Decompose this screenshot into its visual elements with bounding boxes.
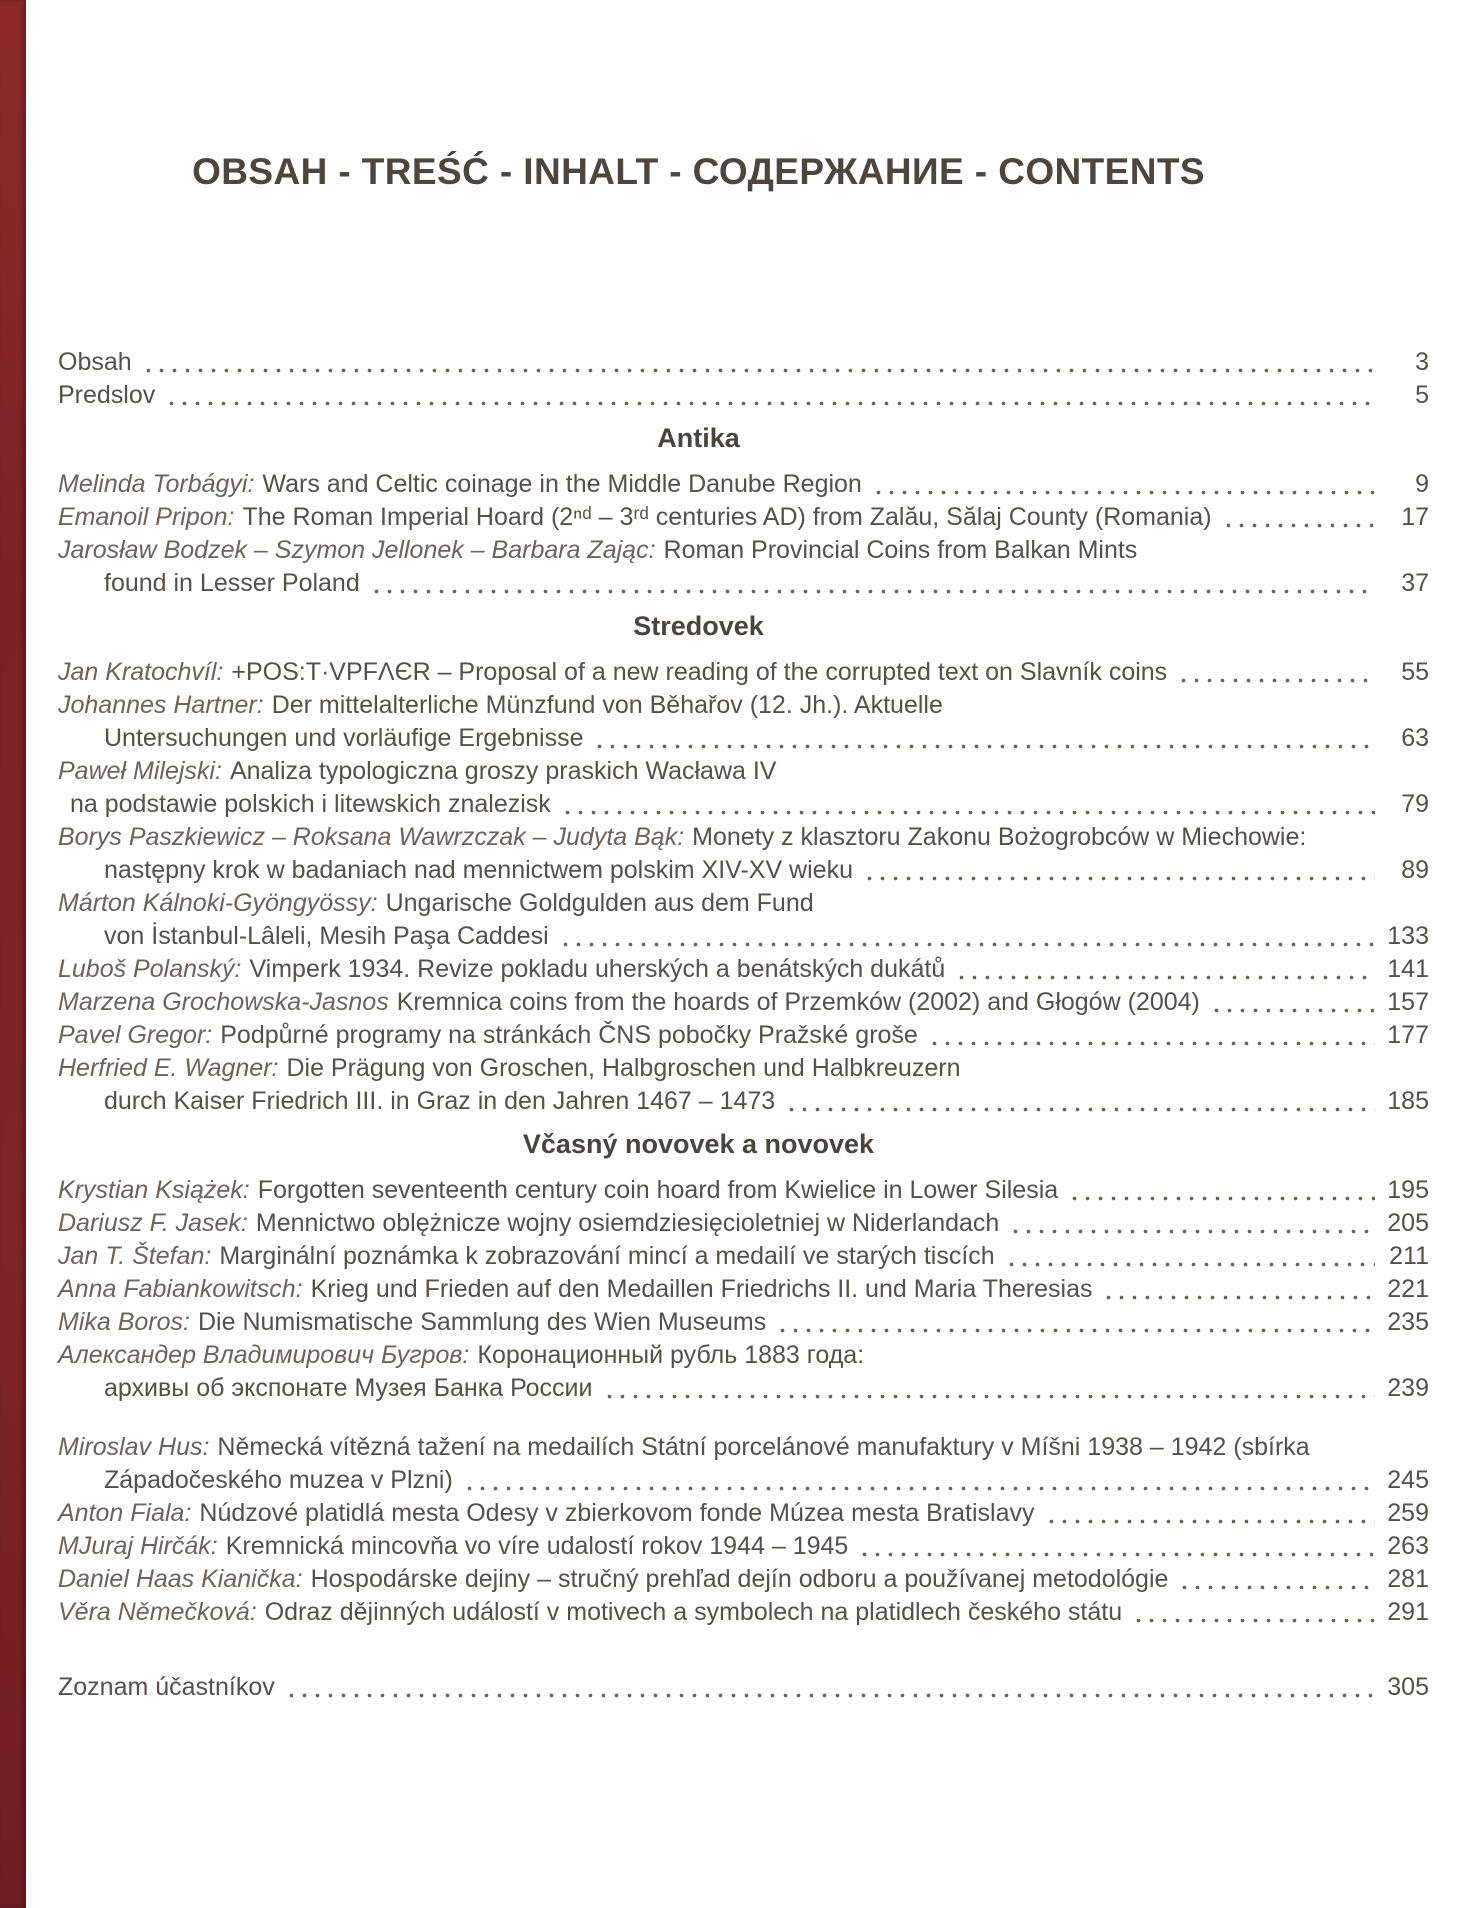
entry-title: Wars and Celtic coinage in the Middle Danube Region [262,470,862,498]
entry-author: Krystian Książek: [58,1176,250,1204]
dotted-leader [863,876,1375,881]
entry-first-line [58,986,1429,1019]
toc-entry [58,953,1429,986]
dotted-leader [559,942,1375,947]
entry-first-line [58,346,1429,379]
entry-page-number: 55 [1401,658,1429,686]
dotted-leader [785,1107,1375,1112]
dotted-leader [928,1041,1375,1046]
dotted-leader [1009,1229,1375,1234]
dotted-leader [142,368,1375,373]
dotted-leader [858,1552,1375,1557]
entry-first-line [58,755,1429,788]
entry-author: Jan T. Štefan: [58,1242,212,1270]
entry-page-number: 177 [1387,1021,1429,1049]
entry-author: Herfried E. Wagner: [58,1054,279,1082]
toc-entry [58,534,1429,600]
entry-author: Daniel Haas Kianička: [58,1565,303,1593]
entry-title: Forgotten seventeenth century coin hoard from Kwielice in Lower Silesia [257,1176,1059,1204]
toc-entry [58,1019,1429,1052]
dotted-leader [1178,1585,1375,1590]
entry-author: Miroslav Hus: [58,1433,210,1461]
entry-first-line [58,1596,1429,1629]
toc-entry [58,689,1429,755]
entry-author: Pavel Gregor: [58,1021,213,1049]
entry-page-number: 9 [1415,470,1429,498]
entry-first-line [58,1174,1429,1207]
section-heading: Včasný novovek a novovek [522,1129,875,1159]
toc-entry [58,1052,1429,1118]
entry-title: Die Prägung von Groschen, Halbgroschen und Halbkreuzern [286,1054,961,1082]
entry-page-number: 63 [1401,724,1429,752]
entry-first-line [58,1052,1429,1085]
entry-author: Marzena Grochowska-Jasnos [58,988,389,1016]
dotted-leader [593,744,1375,749]
dotted-leader [872,490,1375,495]
entry-page-number: 211 [1389,1242,1429,1270]
entry-page-number: 157 [1387,988,1429,1016]
entry-title: The Roman Imperial Hoard (2ⁿᵈ – 3ʳᵈ centuries AD) from Zalău, Sălaj County (Romania) [242,503,1212,531]
entry-title: Krieg und Frieden auf den Medaillen Friedrichs II. und Maria Theresias [310,1275,1093,1303]
dotted-leader [1045,1519,1375,1524]
dotted-leader [603,1394,1376,1399]
entry-page-number: 195 [1387,1176,1429,1204]
entry-first-line [58,1563,1429,1596]
toc-entry [58,986,1429,1019]
entry-page-number: 263 [1387,1532,1429,1560]
entry-author: Borys Paszkiewicz – Roksana Wawrzczak – Judyta Bąk: [58,823,685,851]
entry-title: Marginální poznámka k zobrazování mincí a medailí ve starých tiscích [219,1242,995,1270]
entry-author: Melinda Torbágyi: [58,470,255,498]
dotted-leader [463,1486,1375,1491]
dotted-leader [1005,1262,1375,1267]
dotted-leader [1177,678,1375,683]
entry-author: Александер Владимирович Бугров: [58,1341,470,1369]
toc-entry [58,1174,1429,1207]
dotted-leader [370,589,1375,594]
entry-title: Obsah [58,348,132,376]
entry-first-line [58,1019,1429,1052]
toc-entry [58,755,1429,821]
toc-entry [58,1596,1429,1629]
entry-continuation-line [58,722,1429,755]
entry-first-line [58,1530,1429,1563]
entry-first-line [58,501,1429,534]
entry-page-number: 37 [1401,569,1429,597]
dotted-leader [561,810,1375,815]
entry-author: MJuraj Hirčák: [58,1532,218,1560]
dotted-leader [1068,1196,1375,1201]
entry-continuation-text: found in Lesser Poland [104,569,360,597]
table-of-contents [58,346,1429,1704]
toc-entry [58,1497,1429,1530]
entry-page-number: 259 [1387,1499,1429,1527]
dotted-leader [776,1328,1375,1333]
toc-entry [58,346,1429,379]
entry-page-number: 141 [1387,955,1429,983]
entry-author: Márton Kálnoki-Gyöngyössy: [58,889,378,917]
toc-entry [58,1306,1429,1339]
entry-title: Monety z klasztoru Zakonu Bożogrobców w Miechowie: [692,823,1307,851]
entry-continuation-line [58,854,1429,887]
entry-continuation-line [58,1085,1429,1118]
entry-author: Luboš Polanský: [58,955,242,983]
entry-first-line [58,1339,1429,1372]
toc-entry [58,1530,1429,1563]
entry-first-line [58,1306,1429,1339]
entry-first-line [58,534,1429,567]
entry-first-line [58,1240,1429,1273]
entry-title: Odraz dějinných událostí v motivech a symbolech na platidlech českého státu [264,1598,1123,1626]
entry-page-number: 235 [1387,1308,1429,1336]
entry-page-number: 205 [1387,1209,1429,1237]
entry-page-number: 291 [1387,1598,1429,1626]
dotted-leader [1102,1295,1375,1300]
entry-title: Ungarische Goldgulden aus dem Fund [385,889,814,917]
entry-author: Johannes Hartner: [58,691,264,719]
toc-entry [58,1339,1429,1405]
entry-first-line [58,1497,1429,1530]
entry-author: Anna Fabiankowitsch: [58,1275,303,1303]
back-matter [58,1671,1429,1704]
entry-title: Коронационный рубль 1883 года: [477,1341,865,1369]
entry-title: Mennictwo oblężnicze wojny osiemdziesięcioletniej w Niderlandach [255,1209,1000,1237]
section-heading: Antika [657,423,740,453]
entry-page-number: 281 [1387,1565,1429,1593]
entry-continuation-text: durch Kaiser Friedrich III. in Graz in den Jahren 1467 – 1473 [104,1087,776,1115]
entry-page-number: 305 [1387,1673,1429,1701]
entry-page-number: 89 [1401,856,1429,884]
entry-first-line [58,953,1429,986]
entry-title: Kremnica coins from the hoards of Przemków (2002) and Głogów (2004) [396,988,1200,1016]
entry-author: Anton Fiala: [58,1499,192,1527]
entry-author: Emanoil Pripon: [58,503,235,531]
entry-title: Predslov [58,381,156,409]
toc-entry [58,501,1429,534]
entry-continuation-text: von İstanbul-Lâleli, Mesih Paşa Caddesi [104,922,549,950]
entry-title: +POS:T·VPFΛЄR – Proposal of a new reading of the corrupted text on Slavník coins [231,658,1168,686]
toc-entry [58,821,1429,887]
page-content [58,0,1429,1704]
entry-author: Jan Kratochvíl: [58,658,224,686]
entry-page-number: 133 [1387,922,1429,950]
entry-page-number: 17 [1401,503,1429,531]
entry-title: Vimperk 1934. Revize pokladu uherských a benátských dukátů [249,955,946,983]
entry-author: Jarosław Bodzek – Szymon Jellonek – Barbara Zając: [58,536,656,564]
entry-title: Podpůrné programy na stránkách ČNS pobočky Pražské groše [220,1021,918,1049]
entry-author: Paweł Milejski: [58,757,222,785]
entry-continuation-line [58,920,1429,953]
toc-entry [58,887,1429,953]
entry-continuation-line [58,1372,1429,1405]
entry-title: Núdzové platidlá mesta Odesy v zbierkovom fonde Múzea mesta Bratislavy [199,1499,1035,1527]
entry-title: Hospodárske dejiny – stručný prehľad dejín odboru a používanej metodológie [310,1565,1169,1593]
entry-continuation-line [58,788,1429,821]
entry-first-line [58,887,1429,920]
entry-page-number: 5 [1415,381,1429,409]
entry-page-number: 79 [1401,790,1429,818]
entry-first-line [58,1273,1429,1306]
entry-continuation-text: następny krok w badaniach nad mennictwem polskim XIV-XV wieku [104,856,853,884]
entry-page-number: 221 [1387,1275,1429,1303]
toc-entry [58,379,1429,412]
entry-title: Die Numismatische Sammlung des Wien Museums [197,1308,767,1336]
toc-entry [58,656,1429,689]
entry-first-line [58,1207,1429,1240]
toc-entry [58,1671,1429,1704]
toc-entry [58,1207,1429,1240]
entry-continuation-line [58,1464,1429,1497]
entry-title: Německá vítězná tažení na medailích Státní porcelánové manufaktury v Míšni 1938 – 1942 (sbírka [217,1433,1310,1461]
toc-entry [58,1431,1429,1497]
entry-first-line [58,468,1429,501]
toc-entry [58,1563,1429,1596]
entry-title: Zoznam účastníkov [58,1673,275,1701]
entry-title: Der mittelalterliche Münzfund von Běhařov (12. Jh.). Aktuelle [271,691,943,719]
dotted-leader [1132,1618,1375,1623]
entry-continuation-text: архивы об экспонате Музея Банка России [104,1374,593,1402]
toc-entry [58,468,1429,501]
entry-title: Kremnická mincovňa vo víre udalostí rokov 1944 – 1945 [225,1532,849,1560]
book-spine-edge-bar [0,0,26,1908]
dotted-leader [1222,523,1375,528]
entry-author: Mika Boros: [58,1308,190,1336]
entry-first-line [58,379,1429,412]
entry-first-line [58,821,1429,854]
entry-author: Věra Němečková: [58,1598,257,1626]
toc-entry [58,1240,1429,1273]
dotted-leader [955,975,1375,980]
toc-entry [58,1273,1429,1306]
entry-page-number: 185 [1387,1087,1429,1115]
entry-first-line [58,656,1429,689]
section-heading: Stredovek [633,611,764,641]
entry-continuation-line [58,567,1429,600]
entry-page-number: 245 [1387,1466,1429,1494]
entry-author: Dariusz F. Jasek: [58,1209,248,1237]
entry-continuation-text: na podstawie polskich i litewskich znalezisk [70,790,551,818]
entry-title: Roman Provincial Coins from Balkan Mints [663,536,1138,564]
dotted-leader [285,1693,1375,1698]
entry-continuation-text: Untersuchungen und vorläufige Ergebnisse [104,724,584,752]
entry-page-number: 3 [1415,348,1429,376]
entry-page-number: 239 [1387,1374,1429,1402]
entry-first-line [58,1671,1429,1704]
entry-continuation-text: Západočeského muzea v Plzni) [104,1466,453,1494]
entry-first-line [58,1431,1429,1464]
page-title: OBSAH - TREŚĆ - INHALT - СОДЕРЖАНИЕ - CONTENTS [192,151,1205,192]
entry-first-line [58,689,1429,722]
dotted-leader [1210,1008,1375,1013]
dotted-leader [165,401,1375,406]
entry-title: Analiza typologiczna groszy praskich Wacława IV [229,757,777,785]
